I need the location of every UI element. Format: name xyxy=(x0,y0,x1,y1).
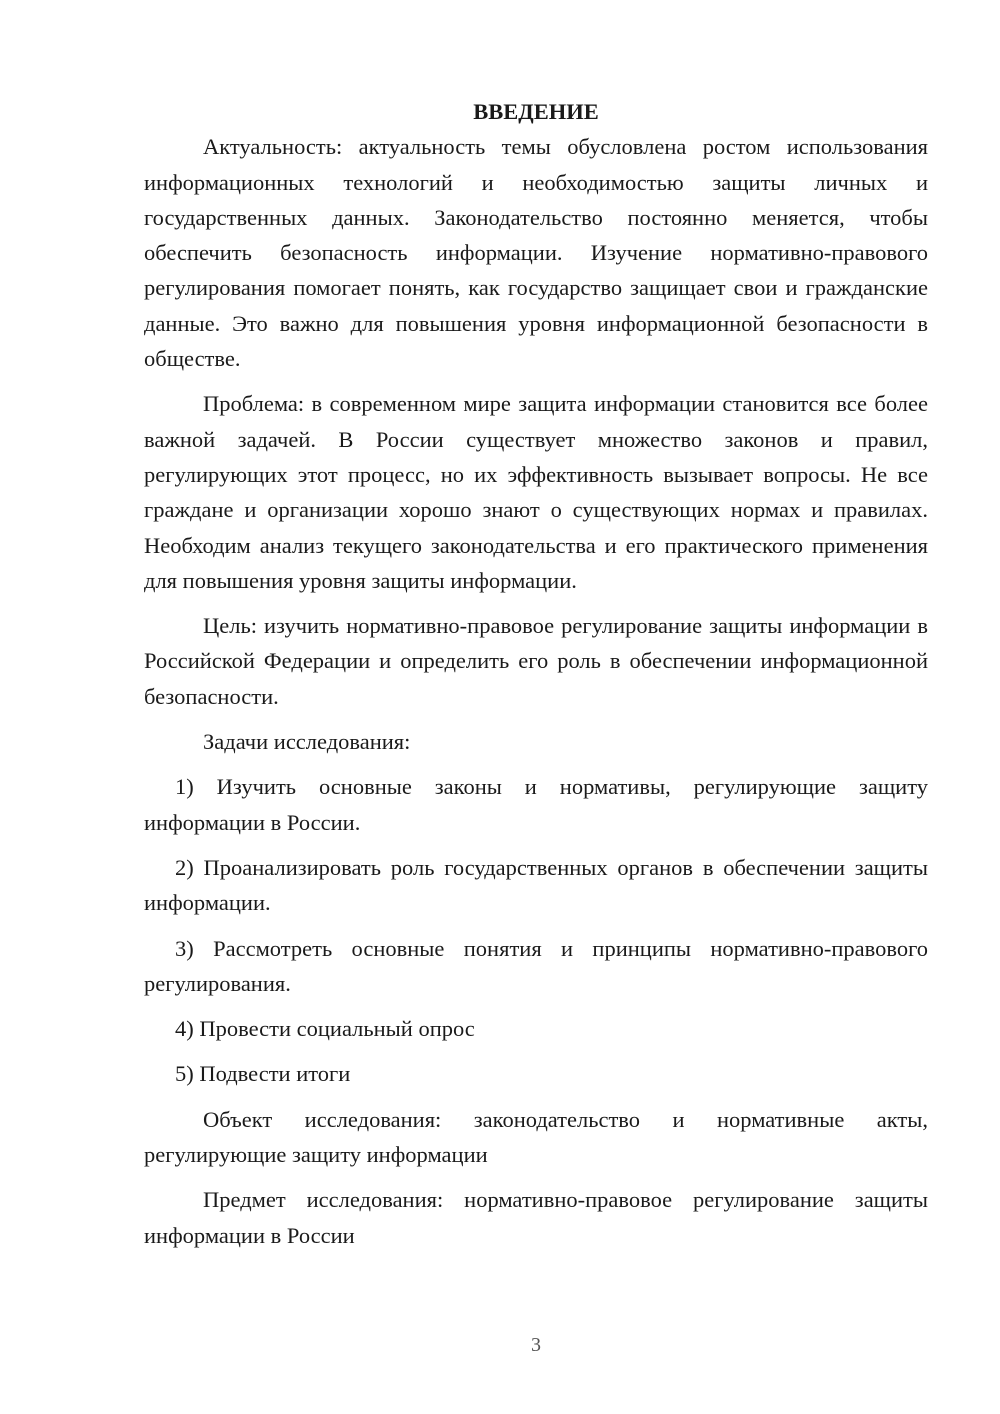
tasks-heading: Задачи исследования: xyxy=(203,729,411,755)
task-item-1: 1) Изучить основные законы и нормативы, регулирующие защиту информации в России. xyxy=(144,774,928,835)
page-title: ВВЕДЕНИЕ xyxy=(473,99,599,124)
task-item-5: 5) Подвести итоги xyxy=(175,1061,351,1087)
paragraph-goal: Цель: изучить нормативно-правовое регулирование защиты информации в Российской Федерации и определить его роль в обеспечении информационной безопасности. xyxy=(144,613,928,709)
paragraph-problem: Проблема: в современном мире защита информации становится все более важной задачей. В России существует множество законов и правил, регулирующих этот процесс, но их эффективность вызывает вопросы. Не все граждане и организации хорошо знают о существующих нормах и правилах. Необходим анализ текущего законодательства и его практического применения для повышения уровня защиты информации. xyxy=(144,391,928,593)
page-content xyxy=(144,94,928,1263)
task-item-2: 2) Проанализировать роль государственных органов в обеспечении защиты информации. xyxy=(144,854,928,916)
paragraph-object: Объект исследования: законодательство и нормативные акты, регулирующие защиту информации xyxy=(144,1106,928,1168)
page-number: 3 xyxy=(531,1334,541,1356)
task-item-3: 3) Рассмотреть основные понятия и принципы нормативно-правового регулирования. xyxy=(144,935,928,996)
paragraph-subject: Предмет исследования: нормативно-правовое регулирование защиты информации в России xyxy=(144,1187,928,1248)
task-item-4: 4) Провести социальный опрос xyxy=(175,1016,475,1042)
paragraph-relevance: Актуальность: актуальность темы обусловлена ростом использования информационных технологий и необходимостью защиты личных и государственных данных. Законодательство постоянно меняется, чтобы обеспечить безопасность информации. Изучение нормативно-правового регулирования помогает понять, как государство защищает свои и гражданские данные. Это важно для повышения уровня информационной безопасности в обществе. xyxy=(144,134,928,372)
